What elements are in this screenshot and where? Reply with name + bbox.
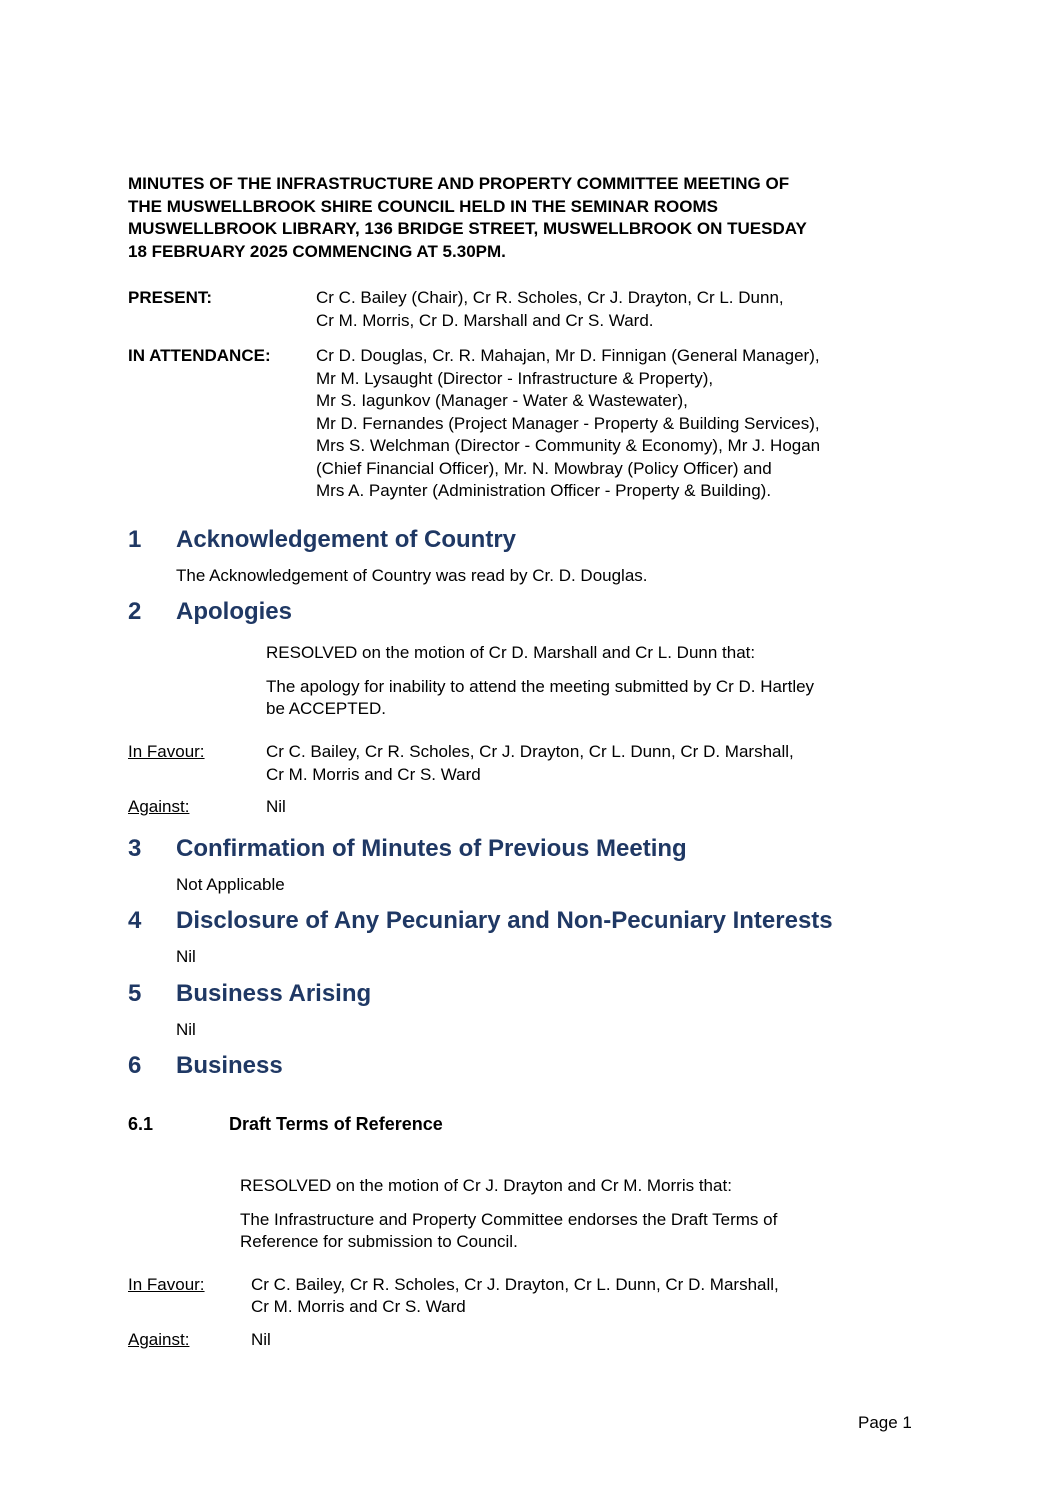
section-number: 6: [128, 1052, 142, 1079]
against-value: Nil: [251, 1330, 271, 1349]
in-favour-line-1: Cr C. Bailey, Cr R. Scholes, Cr J. Drayton, Cr L. Dunn, Cr D. Marshall,: [251, 1275, 779, 1294]
section-text: The Acknowledgement of Country was read by Cr. D. Douglas.: [176, 566, 648, 585]
item-number: 6.1: [128, 1114, 154, 1134]
present-label: PRESENT:: [128, 288, 213, 307]
section-heading: Business: [176, 1052, 283, 1079]
present-line-1: Cr C. Bailey (Chair), Cr R. Scholes, Cr J. Drayton, Cr L. Dunn,: [316, 288, 784, 307]
against-value: Nil: [266, 797, 286, 816]
attendance-line-7: Mrs A. Paynter (Administration Officer - Property & Building).: [316, 481, 772, 500]
attendance-line-1: Cr D. Douglas, Cr. R. Mahajan, Mr D. Finnigan (General Manager),: [316, 346, 820, 365]
in-favour-line-2: Cr M. Morris and Cr S. Ward: [266, 765, 481, 784]
resolved-text: RESOLVED on the motion of Cr J. Drayton and Cr M. Morris that:: [240, 1176, 732, 1195]
section-number: 2: [128, 598, 142, 625]
attendance-label: IN ATTENDANCE:: [128, 346, 271, 365]
section-number: 1: [128, 526, 142, 553]
attendance-line-2: Mr M. Lysaught (Director - Infrastructure & Property),: [316, 369, 714, 388]
section-text: Nil: [176, 947, 196, 966]
against-label: Against:: [128, 797, 190, 816]
title-line-2: THE MUSWELLBROOK SHIRE COUNCIL HELD IN THE SEMINAR ROOMS: [128, 197, 718, 216]
attendance-line-3: Mr S. Iagunkov (Manager - Water & Wastewater),: [316, 391, 688, 410]
section-number: 5: [128, 980, 142, 1007]
section-heading: Disclosure of Any Pecuniary and Non-Pecuniary Interests: [176, 907, 833, 934]
item-heading: Draft Terms of Reference: [229, 1114, 443, 1134]
attendance-line-4: Mr D. Fernandes (Project Manager - Property & Building Services),: [316, 414, 820, 433]
section-text: Not Applicable: [176, 875, 285, 894]
page-number: Page 1: [858, 1413, 912, 1432]
section-heading: Apologies: [176, 598, 293, 625]
resolution-line-1: The Infrastructure and Property Committee endorses the Draft Terms of: [240, 1210, 778, 1229]
in-favour-line-1: Cr C. Bailey, Cr R. Scholes, Cr J. Drayton, Cr L. Dunn, Cr D. Marshall,: [266, 742, 794, 761]
section-heading: Business Arising: [176, 980, 372, 1007]
section-number: 3: [128, 835, 142, 862]
attendance-line-6: (Chief Financial Officer), Mr. N. Mowbray (Policy Officer) and: [316, 459, 772, 478]
resolution-line-1: The apology for inability to attend the meeting submitted by Cr D. Hartley: [266, 677, 815, 696]
in-favour-label: In Favour:: [128, 742, 205, 761]
resolution-line-2: Reference for submission to Council.: [240, 1232, 518, 1251]
attendance-line-5: Mrs S. Welchman (Director - Community & Economy), Mr J. Hogan: [316, 436, 821, 455]
in-favour-label: In Favour:: [128, 1275, 205, 1294]
section-text: Nil: [176, 1020, 196, 1039]
resolution-line-2: be ACCEPTED.: [266, 699, 386, 718]
against-label: Against:: [128, 1330, 190, 1349]
in-favour-line-2: Cr M. Morris and Cr S. Ward: [251, 1297, 466, 1316]
title-line-4: 18 FEBRUARY 2025 COMMENCING AT 5.30PM.: [128, 242, 506, 261]
title-line-3: MUSWELLBROOK LIBRARY, 136 BRIDGE STREET, MUSWELLBROOK ON TUESDAY: [128, 219, 807, 238]
present-line-2: Cr M. Morris, Cr D. Marshall and Cr S. Ward.: [316, 311, 654, 330]
resolved-text: RESOLVED on the motion of Cr D. Marshall and Cr L. Dunn that:: [266, 643, 756, 662]
section-heading: Confirmation of Minutes of Previous Meeting: [176, 835, 687, 862]
title-line-1: MINUTES OF THE INFRASTRUCTURE AND PROPERTY COMMITTEE MEETING OF: [128, 174, 790, 193]
section-number: 4: [128, 907, 142, 934]
section-heading: Acknowledgement of Country: [176, 526, 517, 553]
